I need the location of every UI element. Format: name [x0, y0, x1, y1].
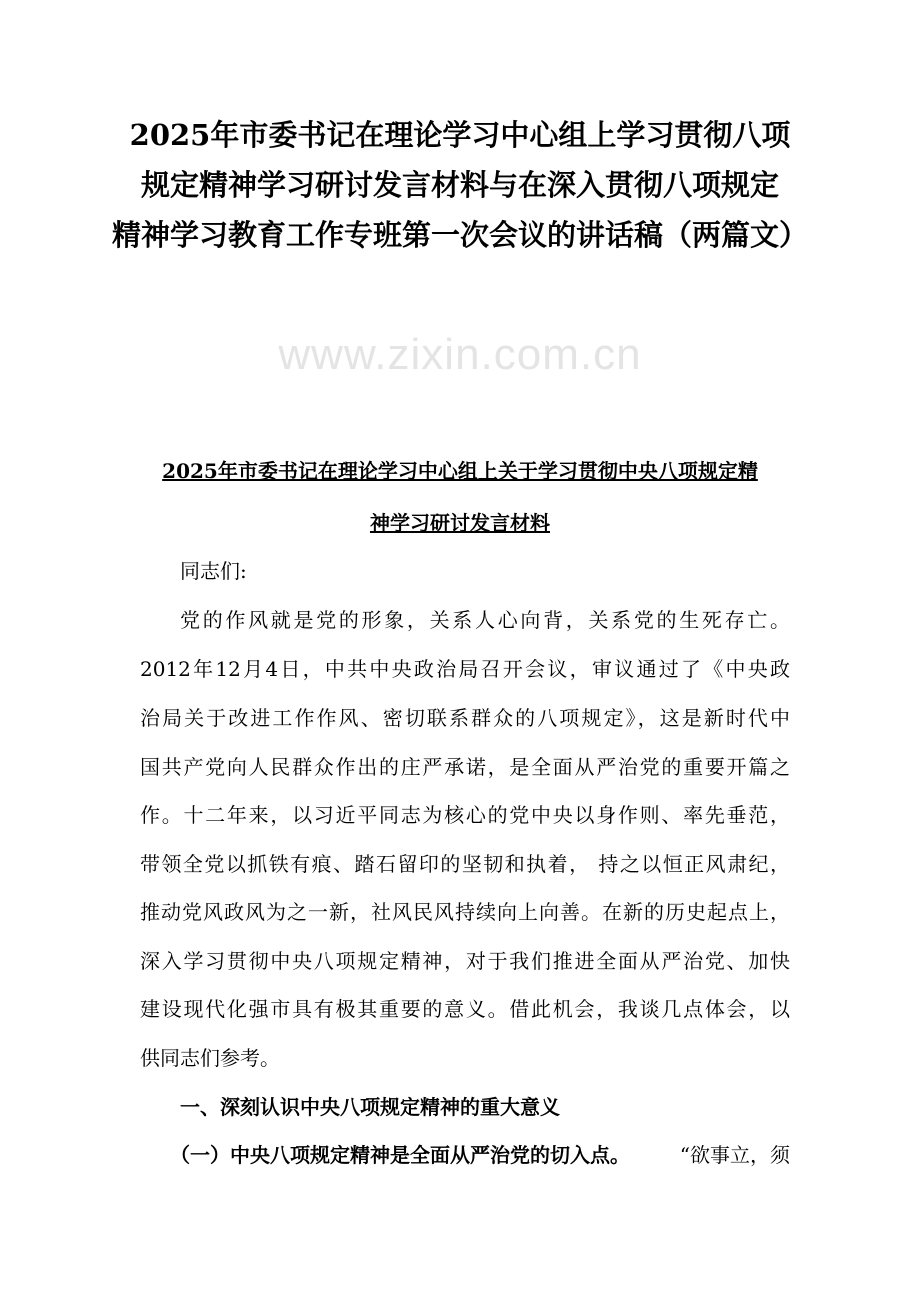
section-heading: 一、深刻认识中央八项规定精神的重大意义	[180, 1095, 560, 1119]
paragraph-line: 作。十二年来，以习近平同志为核心的党中央以身作则、率先垂范，	[140, 803, 790, 827]
paragraph-line: 带领全党以抓铁有痕、踏石留印的坚韧和执着， 持之以恒正风肃纪，	[140, 852, 790, 876]
paragraph-line: 国共产党向人民群众作出的庄严承诺，是全面从严治党的重要开篇之	[140, 755, 790, 779]
cover-title-line: 2025年市委书记在理论学习中心组上学习贯彻八项	[129, 118, 791, 152]
subsection-line	[170, 1142, 790, 1168]
paragraph-line: 深入学习贯彻中央八项规定精神，对于我们推进全面从严治党、加快	[140, 949, 790, 973]
article-title-line: 神学习研讨发言材料	[370, 511, 550, 535]
paragraph-line: 建设现代化强市具有极其重要的意义。借此机会，我谈几点体会，以	[140, 997, 790, 1021]
subsection-heading: （一）中央八项规定精神是全面从严治党的切入点。	[170, 1143, 630, 1167]
cover-title-line: 规定精神学习研讨发言材料与在深入贯彻八项规定	[140, 168, 779, 202]
subsection-text: “欲事立，须	[679, 1143, 790, 1167]
paragraph-line: 治局关于改进工作作风、密切联系群众的八项规定》，这是新时代中	[140, 706, 790, 730]
paragraph-line: 推动党风政风为之一新，社风民风持续向上向善。在新的历史起点上，	[140, 900, 790, 924]
cover-title-line: 精神学习教育工作专班第一次会议的讲话稿（两篇文）	[111, 218, 808, 252]
watermark: www.zixin.com.cn	[278, 330, 642, 379]
paragraph-line: 党的作风就是党的形象，关系人心向背，关系党的生死存亡。	[180, 608, 790, 632]
paragraph-line: 2012年12月4日，中共中央政治局召开会议，审议通过了《中央政	[140, 657, 790, 681]
article-title-line: 2025年市委书记在理论学习中心组上关于学习贯彻中央八项规定精	[162, 459, 758, 483]
salutation: 同志们:	[180, 559, 247, 583]
paragraph-line: 供同志们参考。	[140, 1046, 280, 1070]
